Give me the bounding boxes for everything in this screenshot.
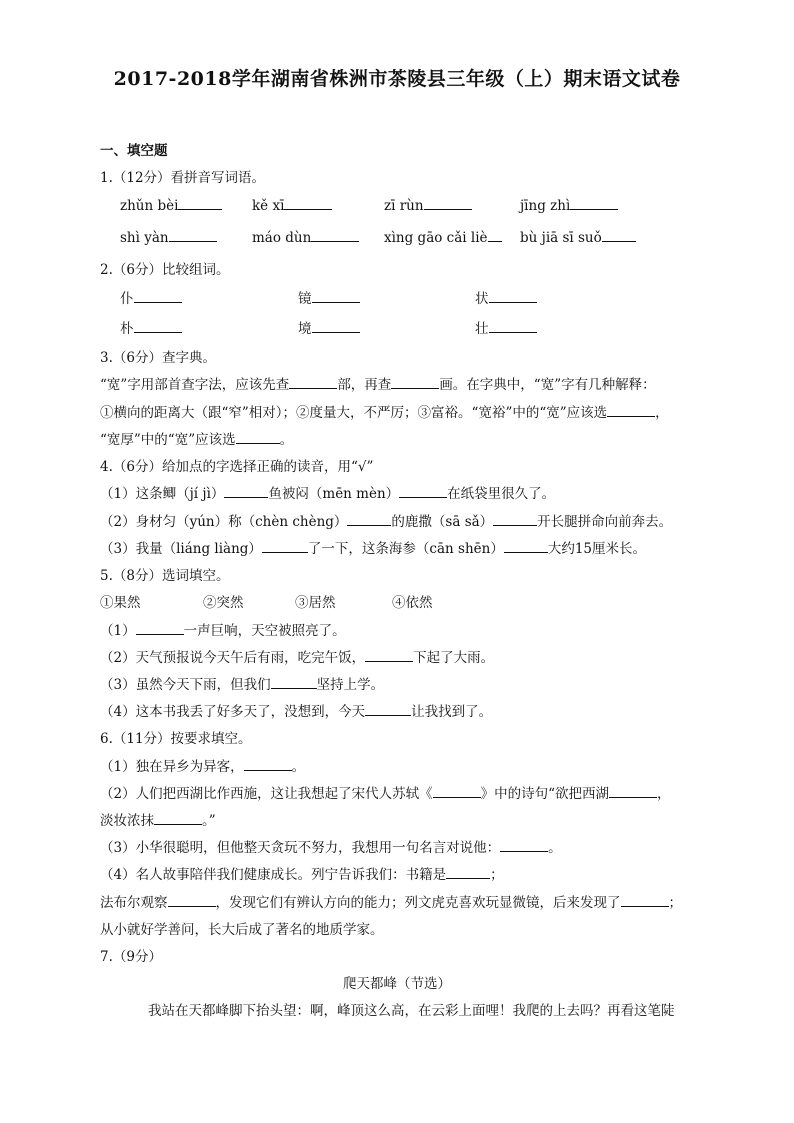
question-6-item-4-cont: 法布尔观察 ，发现它们有辨认方向的能力；列文虎克喜欢玩显微镜，后来发现了 ； [100, 895, 682, 911]
answer-blank[interactable] [500, 839, 548, 852]
answer-blank[interactable] [284, 197, 332, 210]
pinyin-item: máo dùn [252, 229, 359, 246]
answer-blank[interactable] [244, 758, 292, 771]
answer-blank[interactable] [570, 197, 618, 210]
answer-blank[interactable] [262, 540, 308, 553]
answer-blank[interactable] [134, 290, 182, 303]
answer-blank[interactable] [424, 197, 472, 210]
answer-blank[interactable] [489, 320, 537, 333]
pinyin-item: jīng zhì [520, 197, 618, 214]
answer-blank[interactable] [236, 431, 280, 444]
question-4-heading: 4.（6分）给加点的字选择正确的读音，用“√” [100, 459, 374, 475]
question-3-line-3: “宽厚”中的“宽”应该选 。 [100, 432, 294, 448]
option-item: ④依然 [392, 595, 433, 611]
answer-blank[interactable] [489, 290, 537, 303]
option-item: ③居然 [295, 595, 336, 611]
answer-blank[interactable] [391, 376, 439, 389]
question-6-item-2-cont: 淡妆浓抹 。” [100, 813, 216, 829]
question-3-line-2: ①横向的距离大（跟“窄”相对）；②度量大，不严厉；③富裕。“宽裕”中的“宽”应该选 ， [100, 405, 669, 421]
answer-blank[interactable] [136, 622, 184, 635]
question-2-heading: 2.（6分）比较组词。 [100, 262, 230, 278]
question-5-sentence-3: （3）虽然今天下雨，但我们 坚持上学。 [100, 677, 385, 693]
question-6-item-4: （4）名人故事陪伴我们健康成长。列宁告诉我们：书籍是 ； [100, 867, 504, 883]
answer-blank[interactable] [312, 290, 360, 303]
passage-title: 爬天都峰（节选） [343, 976, 451, 992]
answer-blank[interactable] [621, 894, 669, 907]
answer-blank[interactable] [607, 404, 655, 417]
answer-blank[interactable] [178, 197, 222, 210]
word-item: 镜 [298, 287, 360, 307]
question-7-heading: 7.（9分） [100, 949, 162, 965]
question-1-heading: 1.（12分）看拼音写词语。 [100, 170, 266, 186]
word-item: 状 [475, 287, 537, 307]
answer-blank[interactable] [168, 894, 216, 907]
question-3-heading: 3.（6分）查字典。 [100, 350, 216, 366]
word-item: 仆 [120, 287, 182, 307]
answer-blank[interactable] [602, 229, 636, 242]
answer-blank[interactable] [154, 812, 202, 825]
pinyin-item: zī rùn [384, 197, 472, 214]
pinyin-item: bù jiā sī suǒ [520, 229, 636, 246]
question-6-item-1: （1）独在异乡为异客， 。 [100, 759, 306, 775]
word-item: 壮 [475, 317, 537, 337]
option-item: ②突然 [203, 595, 244, 611]
question-5-sentence-1: （1） 一声巨响，天空被照亮了。 [100, 623, 346, 639]
question-6-item-2: （2）人们把西湖比作西施，这让我想起了宋代人苏轼《 》中的诗句“欲把西湖 ， [100, 786, 671, 802]
answer-blank[interactable] [446, 866, 490, 879]
pinyin-item: zhǔn bèi [120, 197, 222, 214]
answer-blank[interactable] [347, 513, 391, 526]
question-4-sentence-1: （1）这条鲫（jí jì） 鱼被闷（mēn mèn） 在纸袋里很久了。 [100, 486, 556, 502]
section-heading: 一、填空题 [100, 143, 168, 159]
question-4-sentence-2: （2）身材匀（yún）称（chèn chèng） 的鹿撒（sā sǎ） 开长腿拼命向前奔去。 [100, 514, 673, 530]
question-5-sentence-4: （4）这本书我丢了好多天了，没想到，今天 让我找到了。 [100, 704, 493, 720]
answer-blank[interactable] [493, 513, 537, 526]
answer-blank[interactable] [169, 229, 217, 242]
answer-blank[interactable] [312, 320, 360, 333]
pinyin-item: kě xī [252, 197, 332, 214]
answer-blank[interactable] [365, 649, 413, 662]
answer-blank[interactable] [399, 485, 447, 498]
answer-blank[interactable] [504, 540, 548, 553]
question-5-heading: 5.（8分）选词填空。 [100, 568, 230, 584]
pinyin-item: shì yàn [120, 229, 217, 246]
answer-blank[interactable] [488, 229, 502, 242]
question-6-heading: 6.（11分）按要求填空。 [100, 731, 252, 747]
answer-blank[interactable] [134, 320, 182, 333]
question-3-line-1: “宽”字用部首查字法，应该先查 部，再查 画。在字典中，“宽”字有几种解释： [100, 377, 656, 393]
option-item: ①果然 [100, 595, 141, 611]
pinyin-item: xìng gāo cǎi liè [384, 229, 502, 246]
page-title: 2017-2018学年湖南省株洲市茶陵县三年级（上）期末语文试卷 [113, 68, 681, 90]
answer-blank[interactable] [365, 703, 411, 716]
word-item: 朴 [120, 317, 182, 337]
question-6-item-4-end: 从小就好学善问，长大后成了著名的地质学家。 [100, 922, 384, 938]
question-4-sentence-3: （3）我量（liáng liàng） 了一下，这条海参（cān shēn） 大约15厘米长。 [100, 541, 647, 557]
word-item: 境 [298, 317, 360, 337]
answer-blank[interactable] [271, 676, 317, 689]
question-5-sentence-2: （2）天气预报说今天午后有雨，吃完午饭， 下起了大雨。 [100, 650, 495, 666]
answer-blank[interactable] [224, 485, 268, 498]
answer-blank[interactable] [609, 785, 657, 798]
question-6-item-3: （3）小华很聪明，但他整天贪玩不努力，我想用一句名言对说他： 。 [100, 840, 562, 856]
answer-blank[interactable] [311, 229, 359, 242]
answer-blank[interactable] [433, 785, 481, 798]
answer-blank[interactable] [289, 376, 337, 389]
passage-text: 我站在天都峰脚下抬头望：啊，峰顶这么高，在云彩上面哩！我爬的上去吗？再看这笔陡 [148, 1003, 675, 1019]
